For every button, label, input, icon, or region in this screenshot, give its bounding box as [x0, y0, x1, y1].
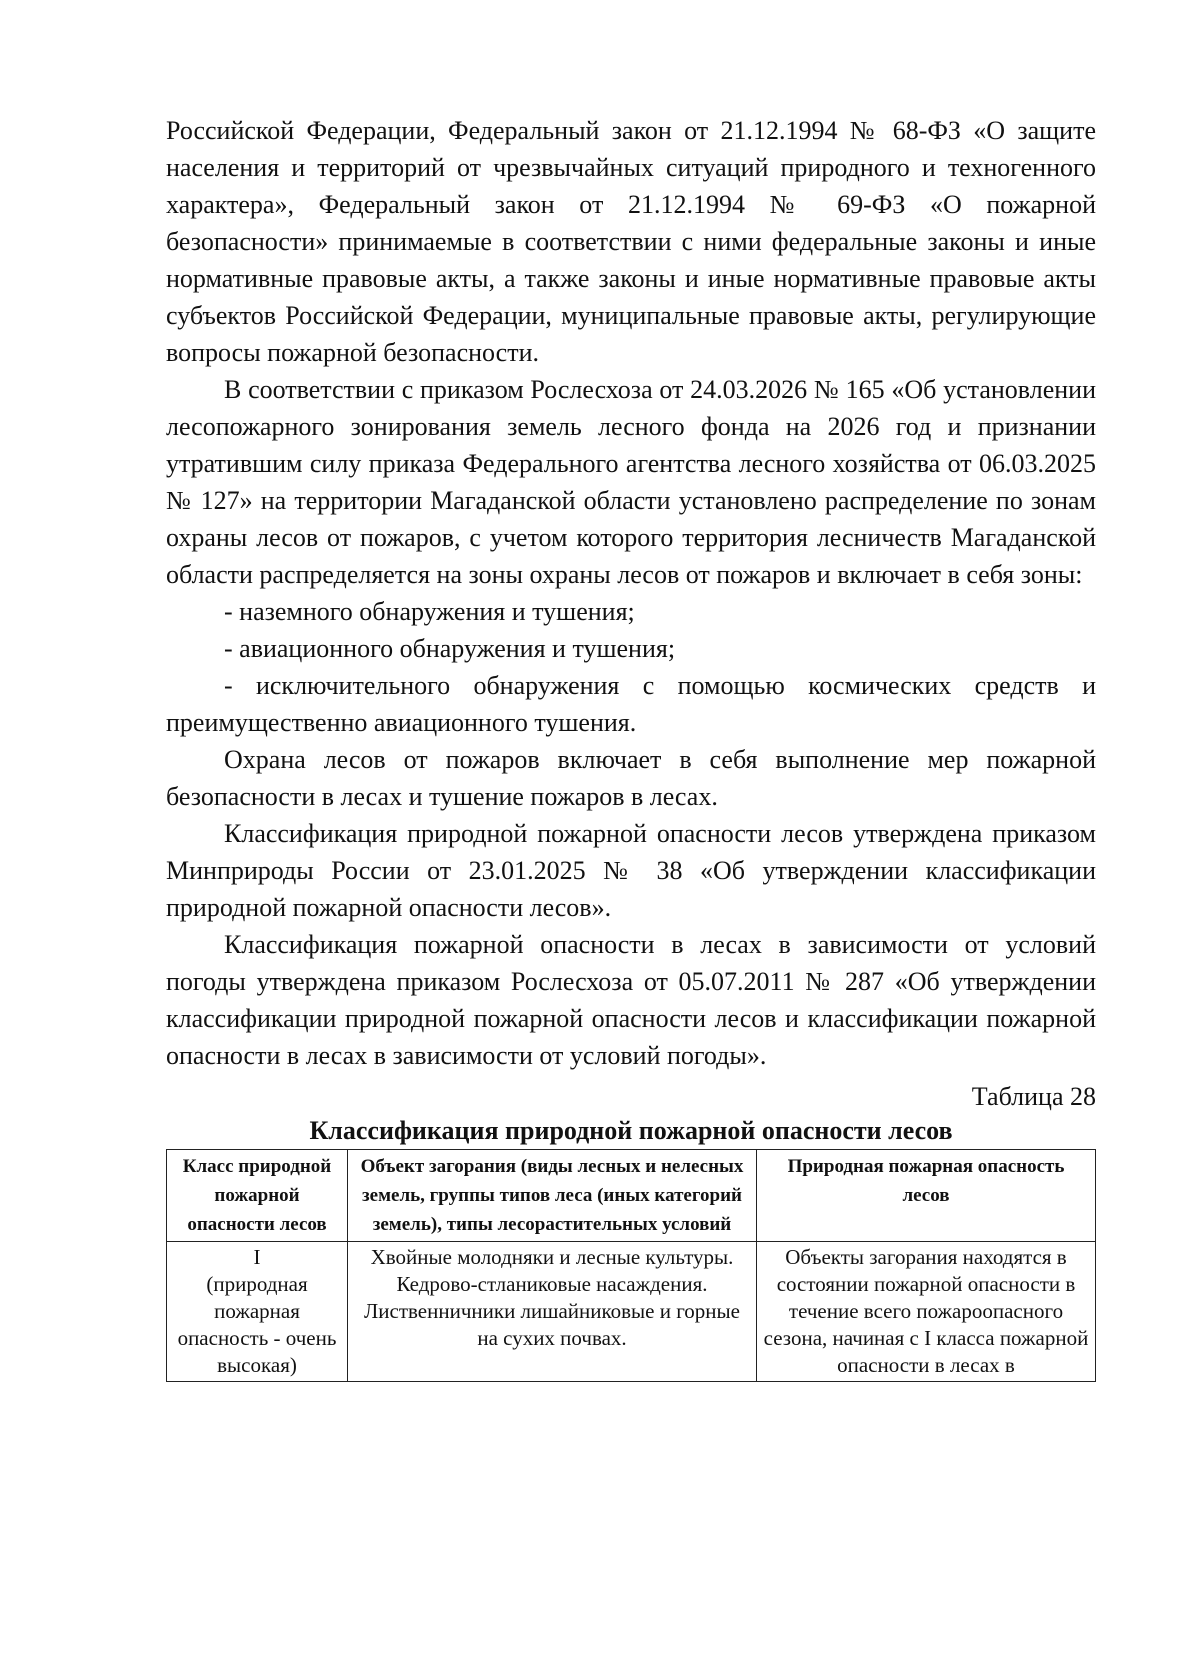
cell-class [167, 1242, 348, 1382]
header-class: Класс природной пожарной опасности лесов [167, 1150, 348, 1242]
table-number: Таблица 28 [971, 1082, 1096, 1111]
paragraph-legal-acts: Российской Федерации, Федеральный закон от 21.12.1994 № 68-ФЗ «О защите населения и территорий от чрезвычайных ситуаций природного и техногенного характера», Федеральный закон от 21.12.1994 № 69-ФЗ «О пожарной безопасности» принимаемые в соответствии с ними федеральные законы и иные нормативные правовые акты, а также законы и иные нормативные правовые акты субъектов Российской Федерации, муниципальные правовые акты, регулирующие вопросы пожарной безопасности. [166, 116, 1096, 367]
list-item-ground-detection: - наземного обнаружения и тушения; [224, 597, 635, 626]
fire-danger-table [166, 1149, 1096, 1382]
header-object: Объект загорания (виды лесных и нелесных земель, группы типов леса (иных категорий земель), типы лесорастительных условий [348, 1150, 757, 1242]
table-header-row [167, 1150, 1096, 1242]
paragraph-forest-protection: Охрана лесов от пожаров включает в себя выполнение мер пожарной безопасности в лесах и тушение пожаров в лесах. [166, 745, 1096, 811]
class-description: (природная пожарная опасность - очень высокая) [177, 1272, 337, 1377]
document-page [166, 112, 1096, 1382]
list-item-space-detection: - исключительного обнаружения с помощью космических средств и преимущественно авиационного тушения. [166, 671, 1096, 737]
header-danger: Природная пожарная опасность лесов [757, 1150, 1096, 1242]
class-numeral: I [253, 1245, 261, 1269]
paragraph-weather-danger-classification: Классификация пожарной опасности в лесах в зависимости от условий погоды утверждена приказом Рослесхоза от 05.07.2011 № 287 «Об утверждении классификации природной пожарной опасности лесов и классификации пожарной опасности в лесах в зависимости от условий погоды». [166, 930, 1096, 1070]
cell-danger: Объекты загорания находятся в состоянии пожарной опасности в течение всего пожароопасного сезона, начиная с I класса пожарной опасности в лесах в [757, 1242, 1096, 1382]
list-item-aviation-detection: - авиационного обнаружения и тушения; [224, 634, 676, 663]
paragraph-natural-danger-classification: Классификация природной пожарной опасности лесов утверждена приказом Минприроды России от 23.01.2025 № 38 «Об утверждении классификации природной пожарной опасности лесов». [166, 819, 1096, 922]
table-row [167, 1242, 1096, 1382]
cell-object: Хвойные молодняки и лесные культуры. Кедрово-стланиковые насаждения. Лиственничники лишайниковые и горные на сухих почвах. [348, 1242, 757, 1382]
paragraph-fire-zoning: В соответствии с приказом Рослесхоза от 24.03.2026 № 165 «Об установлении лесопожарного зонирования земель лесного фонда на 2026 год и признании утратившим силу приказа Федерального агентства лесного хозяйства от 06.03.2025 № 127» на территории Магаданской области установлено распределение по зонам охраны лесов от пожаров, с учетом которого территория лесничеств Магаданской области распределяется на зоны охраны лесов от пожаров и включает в себя зоны: [166, 375, 1096, 589]
table-caption: Классификация природной пожарной опасности лесов [309, 1116, 953, 1145]
